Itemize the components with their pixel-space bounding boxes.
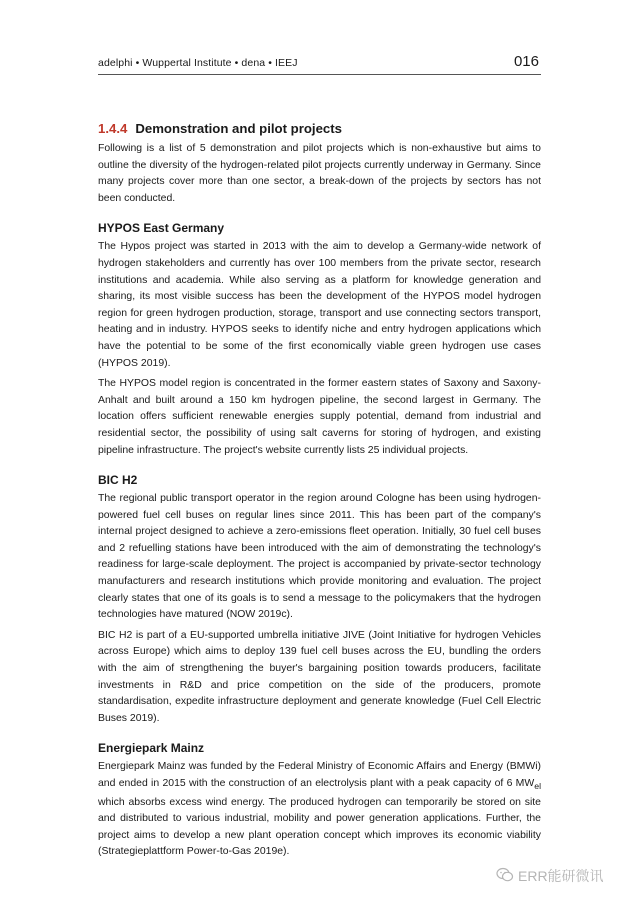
energiepark-unit-subscript: el <box>534 781 541 792</box>
bic-h2-paragraph-1: The regional public transport operator in the region around Cologne has been using hydrogen-powered fuel cell buses on regular lines since 2011. This has been part of the company's internal project designed to achieve a zero-emissions fleet operation. Initially, 30 fuel cell buses and 2 refuelling stations have been introduced with the aim of demonstrating the technology's readiness for large-scale deployment. The project is accompanied by private-sector technology manufacturers and research institutions which provide monitoring and evaluation. The project clearly states that one of its goals is to send a message to the policymakers that the hydrogen technologies have matured (NOW 2019c). <box>98 493 541 621</box>
running-header <box>98 50 541 75</box>
energiepark-text-part-1: Energiepark Mainz was funded by the Federal Ministry of Economic Affairs and Energy (BMWi) and ended in 2015 with the construction of an electrolysis plant with a peak capacity of 6 MW <box>98 761 541 789</box>
header-organizations: adelphi • Wuppertal Institute • dena • IEEJ <box>98 57 298 69</box>
project-heading-hypos: HYPOS East Germany <box>98 221 225 236</box>
watermark-text: ERR能研微讯 <box>518 868 604 884</box>
energiepark-text-part-2: which absorbs excess wind energy. The produced hydrogen can temporarily be stored on site and distributed to various industrial, mobility and power generation applications. Further, the project aims to develop a new plant operation concept which improves its economic viability (Strategieplattform Power-to-Gas 2019e). <box>98 796 541 858</box>
project-heading-bic-h2: BIC H2 <box>98 473 138 488</box>
section-number: 1.4.4 <box>98 121 128 136</box>
energiepark-mainz-paragraph <box>98 759 541 861</box>
page-number: 016 <box>513 53 539 70</box>
hypos-paragraph-2: The HYPOS model region is concentrated in the former eastern states of Saxony and Saxony-Anhalt and built around a 150 km hydrogen pipeline, the second largest in Germany. The location offers sufficient renewable energies supply potential, demand from industrial and residential sector, the possibility of using salt caverns for storing of hydrogen, and existing pipeline infrastructure. The project's website currently lists 25 individual projects. <box>98 378 541 456</box>
project-heading-energiepark-mainz: Energiepark Mainz <box>98 741 205 756</box>
section-intro: Following is a list of 5 demonstration and pilot projects which is non-exhaustive but aims to outline the diversity of the hydrogen-related pilot projects currently underway in Germany. Since many projects cover more than one sector, a break-down of the projects by sectors has not been conducted. <box>98 143 541 204</box>
main-content <box>98 121 541 861</box>
wechat-icon <box>496 867 514 886</box>
wechat-watermark <box>496 866 604 886</box>
bic-h2-paragraph-2: BIC H2 is part of a EU-supported umbrella initiative JIVE (Joint Initiative for hydrogen Vehicles across Europe) which aims to deploy 139 fuel cell buses across the EU, bundling the orders with the aim of strengthening the buyer's bargaining position towards producers, facilitate investments in R&D and price competition on the side of the producers, promote standardisation, expedite infrastructure deployment and generate knowledge (Fuel Cell Electric Buses 2019). <box>98 629 541 724</box>
section-title: Demonstration and pilot projects <box>135 121 342 136</box>
hypos-paragraph-1: The Hypos project was started in 2013 with the aim to develop a Germany-wide network of hydrogen stakeholders and currently has over 100 members from the private sector, research institutions and academia. While also serving as a platform for knowledge generation and sharing, its most visible success has been the development of the HYPOS model hydrogen region for green hydrogen production, storage, transport and use connecting sectors transport, heating and in industry. HYPOS seeks to identify niche and entry hydrogen applications which have the potential to be some of the first economically viable green hydrogen use cases (HYPOS 2019). <box>98 241 541 369</box>
section-heading <box>98 121 541 136</box>
